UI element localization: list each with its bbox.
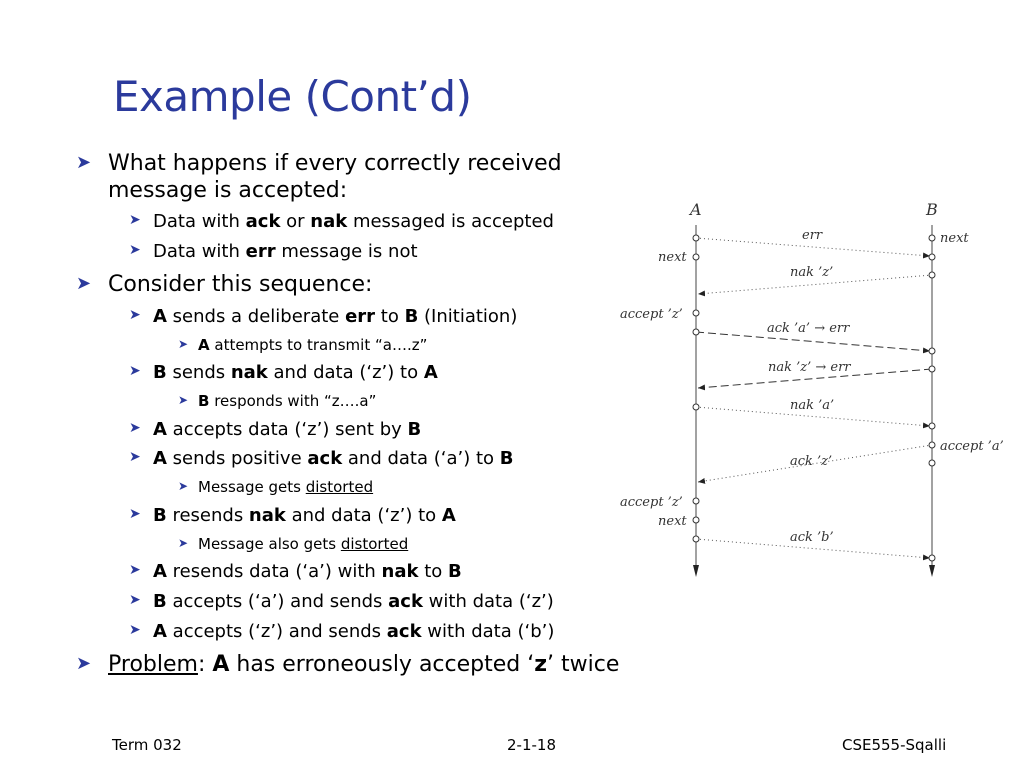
bullet-step-1-detail: ➤ A attempts to transmit “a….z” (178, 336, 428, 354)
arrowhead-bullet-icon: ➤ (129, 212, 141, 228)
arrowhead-bullet-icon: ➤ (76, 653, 92, 674)
label-accept-z-2: accept ’z’ (620, 495, 683, 510)
arrowhead-bullet-icon: ➤ (129, 242, 141, 258)
arrowhead-bullet-icon: ➤ (76, 273, 92, 294)
event-circle (693, 329, 699, 335)
msg-nak-z-err: nak ’z’ → err (768, 360, 851, 375)
footer-course: CSE555-Sqalli (842, 736, 947, 754)
bullet-step-7: ➤ B accepts (‘a’) and sends ack with data (‘z’) (129, 591, 554, 612)
arrowhead-bullet-icon: ➤ (129, 449, 141, 465)
footer-term: Term 032 (112, 736, 182, 754)
bullet-step-4-detail: ➤ Message gets distorted (178, 478, 374, 496)
arrowhead-bullet-icon: ➤ (178, 536, 189, 550)
event-circle (693, 254, 699, 260)
bullet-consider-sequence: ➤ Consider this sequence: (76, 272, 373, 297)
label-accept-a: accept ’a’ (940, 439, 1004, 454)
event-circle (929, 555, 935, 561)
msg-ack-z: ack ’z’ (790, 454, 833, 469)
label-b: B (926, 200, 938, 219)
arrowhead-bullet-icon: ➤ (129, 506, 141, 522)
arrowhead-bullet-icon: ➤ (76, 152, 92, 173)
event-circle (693, 517, 699, 523)
arrowhead-bullet-icon: ➤ (129, 622, 141, 638)
event-circle (929, 254, 935, 260)
event-circle (693, 536, 699, 542)
arrowhead-bullet-icon: ➤ (178, 479, 189, 493)
arrowhead-bullet-icon: ➤ (129, 420, 141, 436)
msg-err: err (802, 228, 823, 243)
bullet-what-happens-cont: message is accepted: (108, 178, 348, 203)
bullet-step-2: ➤ B sends nak and data (‘z’) to A (129, 362, 438, 383)
sequence-diagram (610, 195, 1020, 595)
bullet-step-5: ➤ B resends nak and data (‘z’) to A (129, 505, 456, 526)
bullet-problem: ➤ Problem: A has erroneously accepted ‘z’ twice (76, 652, 620, 677)
bullet-step-6: ➤ A resends data (‘a’) with nak to B (129, 561, 462, 582)
bullet-step-4: ➤ A sends positive ack and data (‘a’) to B (129, 448, 514, 469)
event-circle (929, 460, 935, 466)
event-circle (929, 366, 935, 372)
arrowhead-bullet-icon: ➤ (129, 592, 141, 608)
bullet-step-2-detail: ➤ B responds with “z….a” (178, 392, 377, 410)
arrowhead-bullet-icon: ➤ (178, 337, 189, 351)
event-circle (693, 310, 699, 316)
bullet-what-happens: ➤ What happens if every correctly received (76, 151, 562, 176)
bullet-step-1: ➤ A sends a deliberate err to B (Initiation) (129, 306, 518, 327)
arrowhead-bullet-icon: ➤ (178, 393, 189, 407)
arrowhead-bullet-icon: ➤ (129, 307, 141, 323)
event-circle (929, 235, 935, 241)
timeline-a-arrow (693, 565, 699, 577)
msg-nak-a: nak ’a’ (790, 398, 835, 413)
bullet-step-8: ➤ A accepts (‘z’) and sends ack with data (‘b’) (129, 621, 555, 642)
slide-title: Example (Cont’d) (113, 72, 472, 121)
footer-date: 2-1-18 (507, 736, 556, 754)
event-circle (929, 272, 935, 278)
event-circle (929, 423, 935, 429)
msg-ack-b: ack ’b’ (790, 530, 834, 545)
arrowhead-bullet-icon: ➤ (129, 363, 141, 379)
msg-nak-z: nak ’z’ (790, 265, 834, 280)
label-accept-z-1: accept ’z’ (620, 307, 683, 322)
event-circle (929, 348, 935, 354)
bullet-data-ack-nak: ➤ Data with ack or nak messaged is accepted (129, 211, 554, 232)
label-next-a-2: next (658, 514, 687, 529)
label-next-b: next (940, 231, 969, 246)
bullet-data-err: ➤ Data with err message is not (129, 241, 418, 262)
event-circle (693, 498, 699, 504)
bullet-step-5-detail: ➤ Message also gets distorted (178, 535, 409, 553)
event-circle (693, 404, 699, 410)
arrowhead-bullet-icon: ➤ (129, 562, 141, 578)
label-a: A (690, 200, 702, 219)
msg-ack-a-err: ack ’a’ → err (767, 321, 850, 336)
bullet-step-3: ➤ A accepts data (‘z’) sent by B (129, 419, 422, 440)
timeline-b-arrow (929, 565, 935, 577)
event-circle (693, 235, 699, 241)
event-circle (929, 442, 935, 448)
label-next-a: next (658, 250, 687, 265)
